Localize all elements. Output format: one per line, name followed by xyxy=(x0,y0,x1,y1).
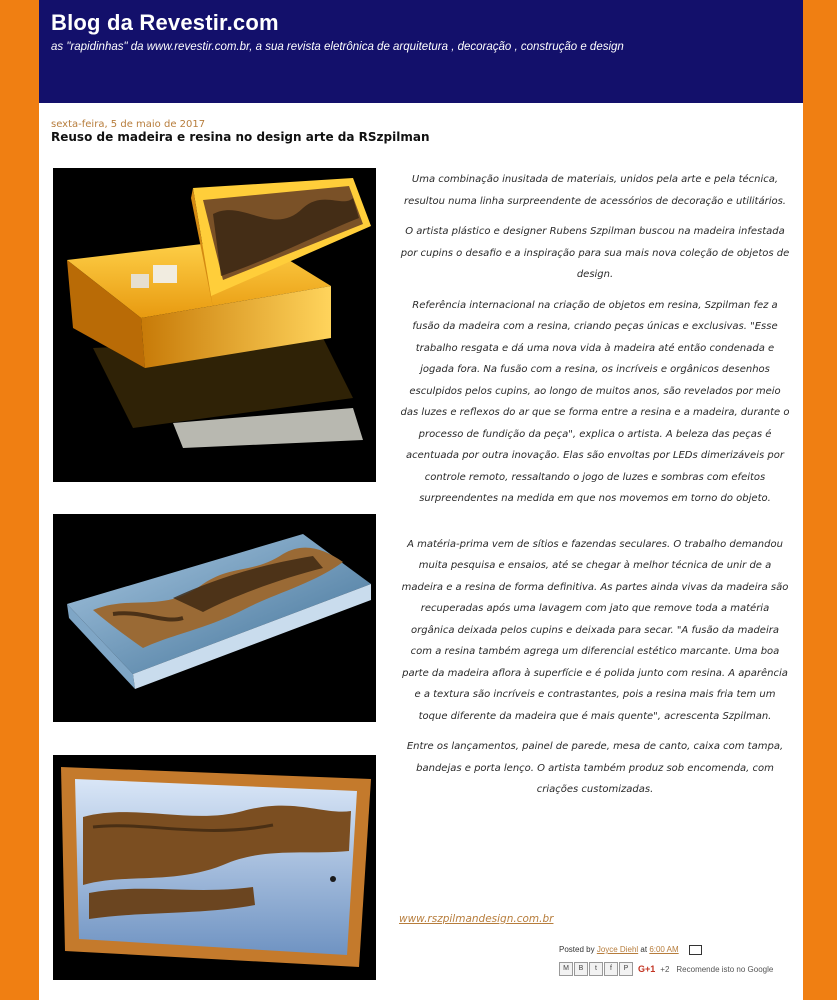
twitter-icon[interactable]: t xyxy=(589,962,603,976)
email-post-icon[interactable] xyxy=(689,945,702,955)
post-body xyxy=(399,169,791,810)
blog-title[interactable]: Blog da Revestir.com xyxy=(51,10,279,35)
resin-tray-illustration xyxy=(53,514,376,722)
post-footer xyxy=(559,945,702,955)
wall-panel-photo[interactable] xyxy=(53,755,376,980)
resin-box-photo[interactable] xyxy=(53,168,376,482)
at-label: at xyxy=(640,945,648,955)
author-link[interactable]: Joyce Diehl xyxy=(596,945,639,955)
post-paragraph: Uma combinação inusitada de materiais, unidos pela arte e pela técnica, resultou numa linha surpreendente de acessórios de decoração e utilitários. xyxy=(404,174,786,207)
post-date: sexta-feira, 5 de maio de 2017 xyxy=(51,119,206,130)
wall-panel-illustration xyxy=(53,755,376,980)
facebook-icon[interactable]: f xyxy=(604,962,618,976)
post-paragraph: Referência internacional na criação de objetos em resina, Szpilman fez a fusão da madeira com a resina, criando peças únicas e exclusivas. "Esse trabalho resgata e dá uma nova vida à madeira até então condenada e jogada fora. Na fusão com a resina, os incríveis e orgânicos desenhos esculpidos pelos cupins, ao longo de muitos anos, são revelados por meio das luzes e reflexos do ar que se forma entre a resina e a madeira, durante o processo de fundição da peça", explica o artista. A beleza das peças é acentuada por outra inovação. Elas são envoltas por LEDs dimerizáveis por controle remoto, ressaltando o jogo de luzes e sombras com efeitos surpreendentes na medida em que nos movemos em torno do objeto. xyxy=(400,299,790,504)
blog-header xyxy=(39,0,803,103)
post-title[interactable]: Reuso de madeira e resina no design arte da RSzpilman xyxy=(51,130,430,144)
post-time-link[interactable]: 6:00 AM xyxy=(649,945,679,955)
posted-by-label: Posted by xyxy=(559,945,595,955)
blog-page xyxy=(39,0,803,1000)
pinterest-icon[interactable]: P xyxy=(619,962,633,976)
post-paragraph: Entre os lançamentos, painel de parede, mesa de canto, caixa com tampa, bandejas e porta lenço. O artista também produz sob encomenda, com criações customizadas. xyxy=(406,741,784,795)
email-icon[interactable]: M xyxy=(559,962,573,976)
blog-description: as "rapidinhas" da www.revestir.com.br, a sua revista eletrônica de arquitetura , decoração , construção e design xyxy=(51,41,624,53)
post-paragraph: O artista plástico e designer Rubens Szpilman buscou na madeira infestada por cupins o desafio e a inspiração para sua mais nova coleção de objetos de design. xyxy=(400,226,790,280)
resin-tray-photo[interactable] xyxy=(53,514,376,722)
post-paragraph: A matéria-prima vem de sítios e fazendas seculares. O trabalho demandou muita pesquisa e ensaios, até se chegar à melhor técnica de unir de a madeira e a resina de forma definitiva. As partes ainda vivas da madeira são recuperadas após uma lavagem com jato que remove toda a matéria orgânica deixada pelos cupins e deixada para secar. "A fusão da madeira com a resina também agrega um diferencial estético marcante. Uma boa parte da madeira aflora à superfície e é polida junto com resina. A aparência e a textura são incríveis e contrastantes, pois a resina mais fria tem um toque diferente da madeira que é mais quente", acrescenta Szpilman. xyxy=(401,538,789,722)
gplus-count: +2 xyxy=(660,964,670,974)
designer-website-link[interactable]: www.rszpilmandesign.com.br xyxy=(399,913,554,925)
gplus-button[interactable]: G+1 xyxy=(638,964,656,974)
google-recommend-label: Recomende isto no Google xyxy=(676,964,774,974)
resin-box-illustration xyxy=(53,168,376,482)
share-buttons xyxy=(559,962,773,976)
blogger-icon[interactable]: B xyxy=(574,962,588,976)
